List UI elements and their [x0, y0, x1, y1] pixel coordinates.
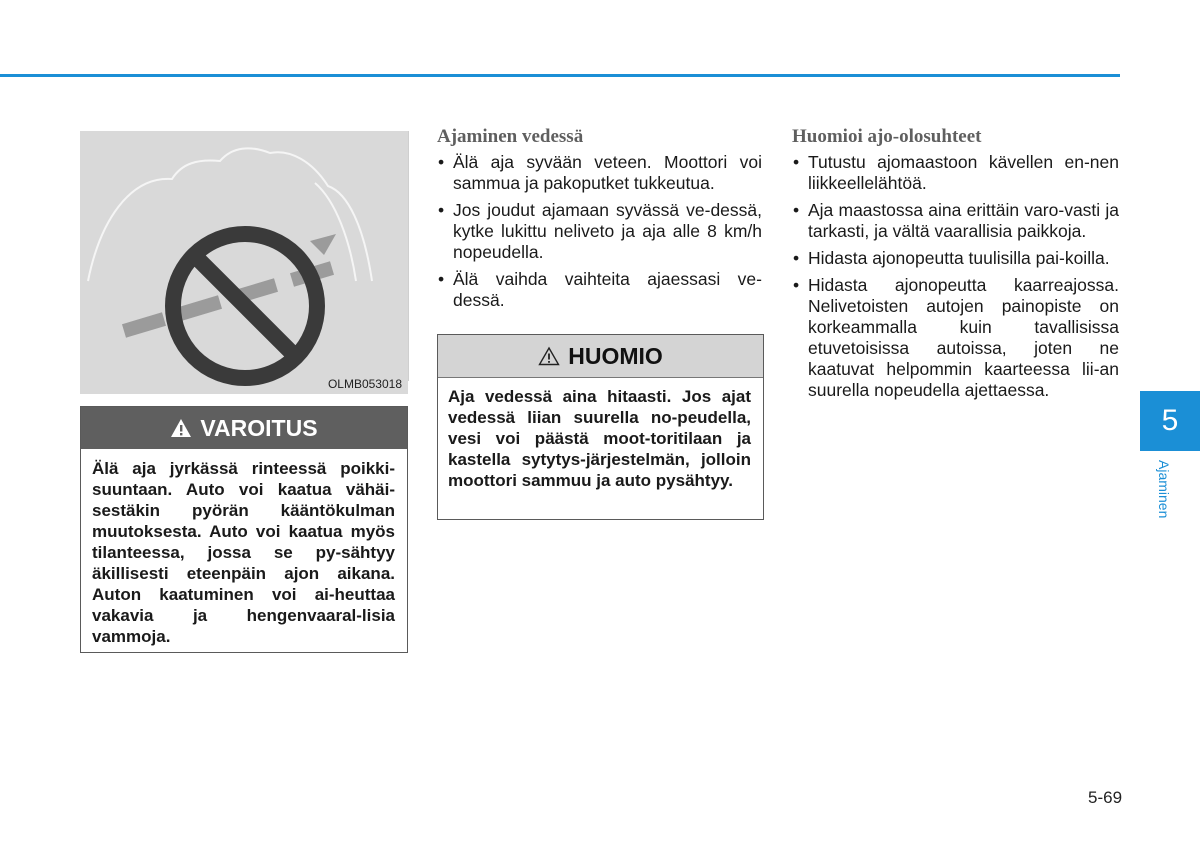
list-item: • Hidasta ajonopeutta tuulisilla pai-koilla. [792, 248, 1119, 269]
top-rule [0, 74, 1120, 77]
caution-box [437, 334, 764, 520]
driving-conditions-section [792, 126, 1119, 407]
figure-edge [408, 131, 409, 381]
warning-text: Älä aja jyrkässä rinteessä poikki-suuntaan. Auto voi kaatua vähäi-sestäkin pyörän kääntökulman muutoksesta. Auto voi kaatua myös tilanteessa, jossa se py-sähtyy äkillisesti eteenpäin ajon aikana. Auton kaatuminen voi ai-heuttaa vakavia ja hengenvaaral-lisia vammoja. [92, 459, 395, 646]
prohibition-sign-icon [80, 131, 408, 394]
warning-triangle-icon [170, 418, 192, 438]
warning-box [80, 406, 408, 653]
list-item: • Älä aja syvään veteen. Moottori voi sammua ja pakoputket tukkeutua. [437, 152, 762, 194]
warning-title: VAROITUS [200, 414, 318, 441]
figure-code: OLMB053018 [327, 377, 402, 391]
page-number: 5-69 [1088, 788, 1123, 807]
chapter-name [1152, 460, 1176, 530]
list-item: • Jos joudut ajamaan syvässä ve-dessä, kytke lukittu neliveto ja aja alle 8 km/h nopeudella. [437, 200, 762, 263]
caution-text: Aja vedessä aina hitaasti. Jos ajat vedessä liian suurella no-peudella, vesi voi päästä moot-toritilaan ja kastella sytytys-järjestelmän, jolloin moottori sammuu ja auto pysähtyy. [448, 387, 751, 490]
hill-illustration [80, 131, 408, 394]
list-item: • Aja maastossa aina erittäin varo-vasti ja tarkasti, ja vältä vaarallisia paikkoja. [792, 200, 1119, 242]
chapter-label: Ajaminen [1156, 460, 1172, 519]
caution-header [438, 335, 763, 378]
list-item: • Tutustu ajomaastoon kävellen en-nen liikkeellelähtöä. [792, 152, 1119, 194]
section-heading: Huomioi ajo-olosuhteet [792, 126, 982, 147]
chapter-tab: 5 [1140, 391, 1200, 451]
section-heading: Ajaminen vedessä [437, 126, 584, 147]
warning-header [81, 407, 407, 449]
caution-title: HUOMIO [568, 342, 663, 369]
list-item: • Hidasta ajonopeutta kaarreajossa. Nelivetoisten autojen painopiste on korkeammalla kuin tavallisissa etuvetoisissa autoissa, joten ne kaatuvat helpommin kaarteessa lii-an suurella nopeudella ajettaessa. [792, 275, 1119, 401]
warning-triangle-outline-icon [538, 346, 560, 366]
list-item: • Älä vaihda vaihteita ajaessasi ve-dessä. [437, 269, 762, 311]
water-driving-section [437, 126, 762, 317]
